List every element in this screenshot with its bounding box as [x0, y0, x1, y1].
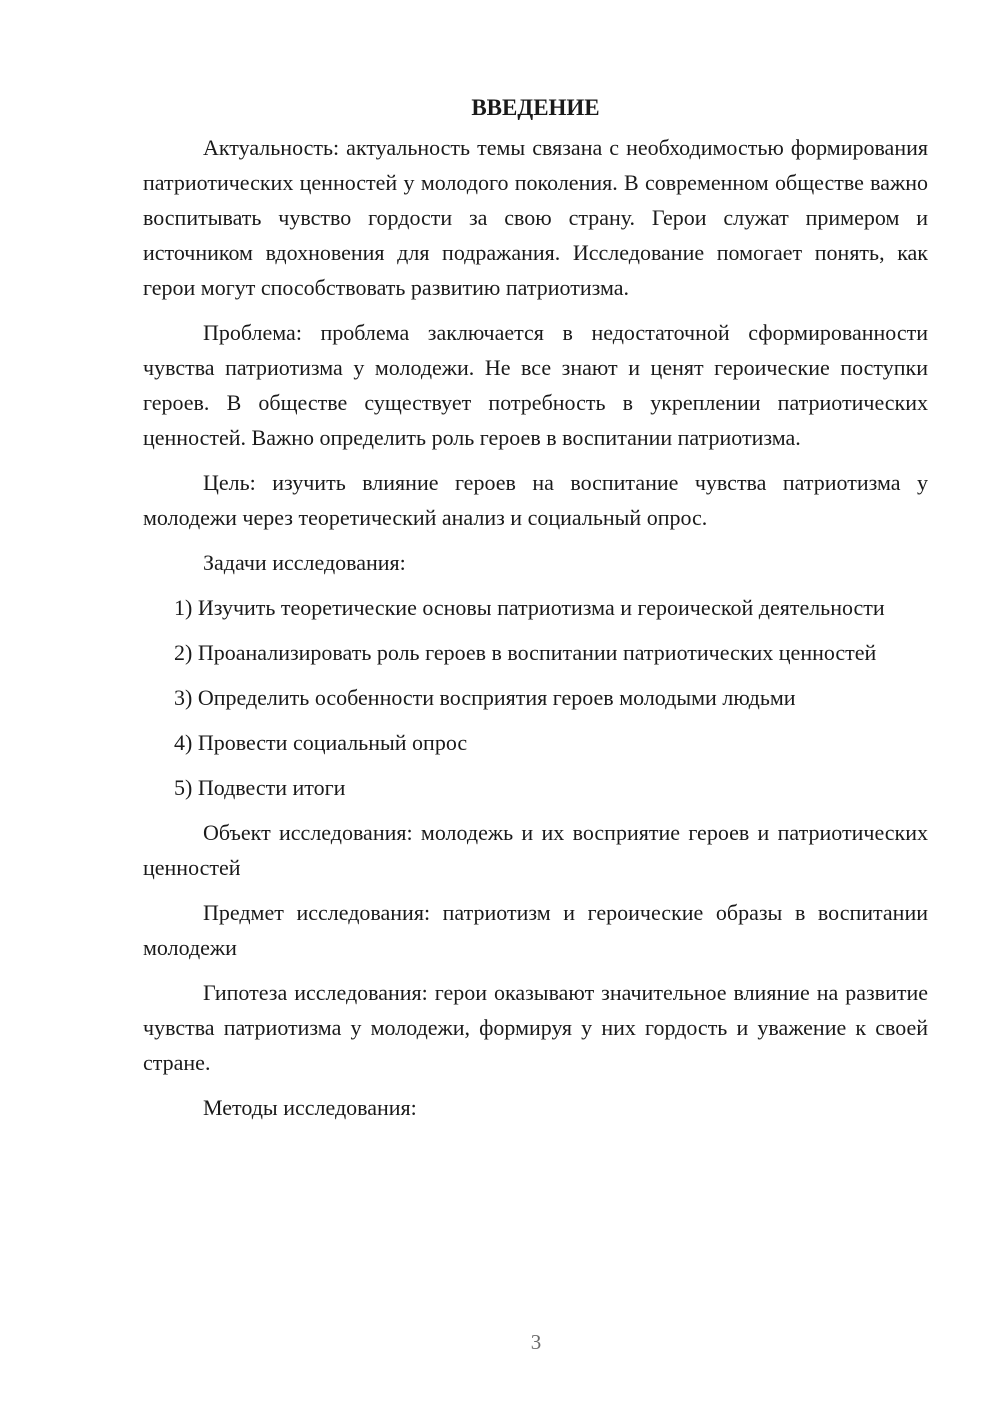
task-item-1: 1) Изучить теоретические основы патриотизма и героической деятельности: [174, 595, 885, 620]
paragraph-goal: Цель: изучить влияние героев на воспитание чувства патриотизма у молодежи через теоретический анализ и социальный опрос.: [143, 470, 928, 530]
page-number: 3: [530, 1330, 542, 1354]
methods-heading: Методы исследования:: [203, 1095, 417, 1120]
paragraph-problem: Проблема: проблема заключается в недостаточной сформированности чувства патриотизма у молодежи. Не все знают и ценят героические поступки героев. В обществе существует потребность в укреплении патриотических ценностей. Важно определить роль героев в воспитании патриотизма.: [143, 320, 928, 450]
paragraph-hypothesis: Гипотеза исследования: герои оказывают значительное влияние на развитие чувства патриотизма у молодежи, формируя у них гордость и уважение к своей стране.: [143, 980, 928, 1075]
document-page: [143, 90, 928, 1135]
paragraph-object: Объект исследования: молодежь и их восприятие героев и патриотических ценностей: [143, 820, 928, 880]
task-item-4: 4) Провести социальный опрос: [174, 730, 468, 755]
task-item-2: 2) Проанализировать роль героев в воспитании патриотических ценностей: [174, 640, 877, 665]
section-title: ВВЕДЕНИЕ: [471, 95, 600, 120]
paragraph-relevance: Актуальность: актуальность темы связана с необходимостью формирования патриотических ценностей у молодого поколения. В современном обществе важно воспитывать чувство гордости за свою страну. Герои служат примером и источником вдохновения для подражания. Исследование помогает понять, как герои могут способствовать развитию патриотизма.: [143, 135, 928, 300]
task-item-3: 3) Определить особенности восприятия героев молодыми людьми: [174, 685, 796, 710]
tasks-heading: Задачи исследования:: [203, 550, 406, 575]
paragraph-subject: Предмет исследования: патриотизм и героические образы в воспитании молодежи: [143, 900, 928, 960]
task-item-5: 5) Подвести итоги: [174, 775, 346, 800]
